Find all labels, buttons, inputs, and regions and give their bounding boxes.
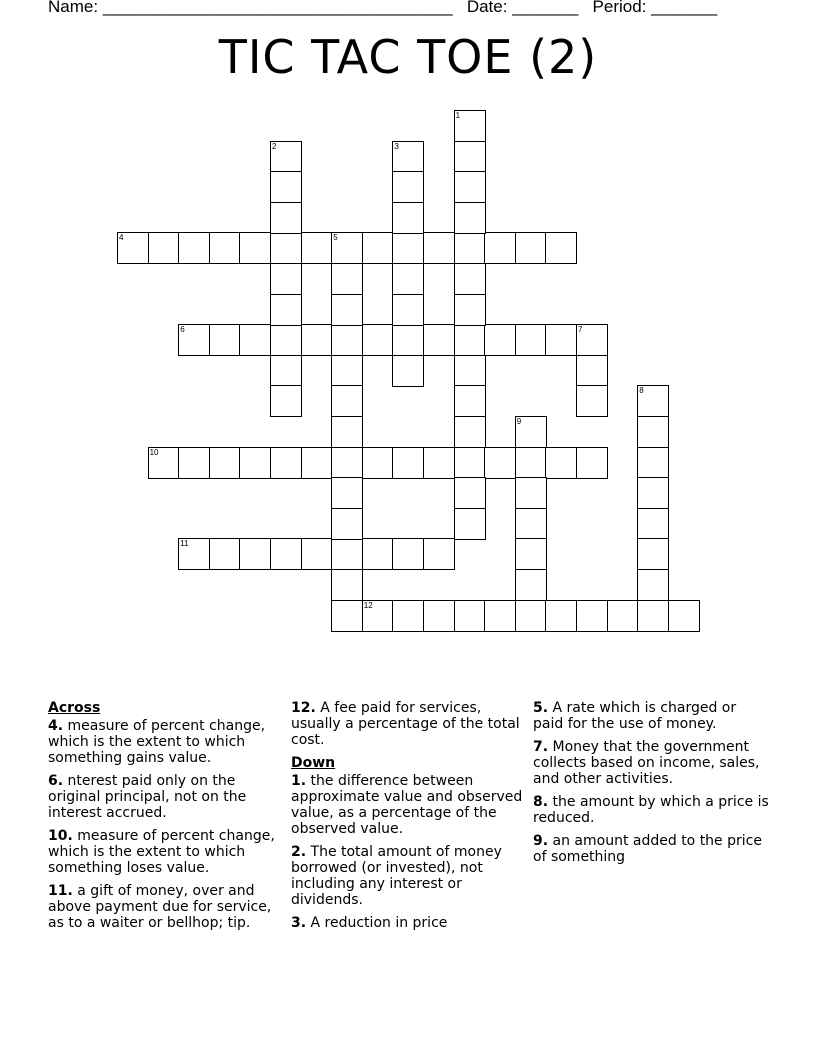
crossword-cell[interactable] [331, 569, 363, 601]
crossword-cell[interactable] [515, 538, 547, 570]
crossword-cell[interactable] [423, 232, 455, 264]
clue-text: nterest paid only on the original principal, not on the interest accrued. [48, 773, 247, 821]
clue-number: 11. [48, 883, 73, 899]
crossword-cell[interactable] [270, 171, 302, 203]
page-title: TIC TAC TOE (2) [218, 30, 598, 84]
crossword-cell[interactable] [454, 171, 486, 203]
clue-text: the difference between approximate value and observed value, as a percentage of the observed value. [291, 773, 523, 837]
clue-number: 2. [291, 844, 307, 860]
crossword-cell[interactable] [392, 141, 424, 173]
crossword-cell[interactable] [209, 538, 241, 570]
clue-across-11 [48, 883, 284, 931]
crossword-cell[interactable] [178, 447, 210, 479]
crossword-cell[interactable] [270, 202, 302, 234]
crossword-cell[interactable] [454, 141, 486, 173]
crossword-cell[interactable] [270, 324, 302, 356]
crossword-cell[interactable] [270, 294, 302, 326]
crossword-cell[interactable] [331, 294, 363, 326]
crossword-cell[interactable] [576, 600, 608, 632]
crossword-cell[interactable] [637, 416, 669, 448]
crossword-cell[interactable] [301, 538, 333, 570]
crossword-cell[interactable] [637, 600, 669, 632]
crossword-cell[interactable] [331, 477, 363, 509]
cell-number: 2 [272, 141, 277, 151]
cell-number: 9 [516, 417, 522, 426]
clue-text: measure of percent change, which is the extent to which something gains value. [48, 718, 266, 766]
across-heading: Across [48, 700, 101, 716]
crossword-cell[interactable] [148, 232, 180, 264]
crossword-cell[interactable] [392, 355, 424, 387]
crossword-cell[interactable] [515, 600, 547, 632]
crossword-cell[interactable] [515, 232, 547, 264]
period-label: Period: [592, 0, 647, 16]
clue-number: 3. [291, 915, 307, 931]
crossword-cell[interactable] [239, 232, 271, 264]
crossword-cell[interactable] [515, 447, 547, 479]
clue-number: 8. [533, 794, 549, 810]
crossword-cell[interactable] [178, 232, 210, 264]
crossword-cell[interactable] [484, 447, 516, 479]
crossword-cell[interactable] [454, 263, 486, 295]
clue-across-4 [48, 718, 284, 766]
crossword-cell[interactable] [576, 324, 608, 356]
clue-number: 10. [48, 828, 73, 844]
clue-text: a gift of money, over and above payment due for service, as to a waiter or bellhop; tip. [48, 883, 272, 931]
crossword-cell[interactable] [270, 447, 302, 479]
clue-down-7 [533, 739, 769, 787]
crossword-cell[interactable] [668, 600, 700, 632]
clue-number: 9. [533, 833, 549, 849]
crossword-cell[interactable] [301, 232, 333, 264]
crossword-cell[interactable] [392, 263, 424, 295]
crossword-cell[interactable] [484, 324, 516, 356]
crossword-cell[interactable] [178, 538, 210, 570]
cell-number: 11 [180, 539, 189, 549]
crossword-cell[interactable] [545, 324, 577, 356]
cell-number: 1 [455, 111, 461, 120]
clue-text: an amount added to the price of something [533, 833, 762, 865]
cell-number: 12 [363, 600, 373, 610]
date-label: Date: [466, 0, 508, 16]
crossword-cell[interactable] [331, 232, 363, 264]
crossword-cell[interactable] [454, 600, 486, 632]
crossword-cell[interactable] [484, 600, 516, 632]
crossword-cell[interactable] [362, 324, 394, 356]
crossword-cell[interactable] [331, 447, 363, 479]
clue-text: The total amount of money borrowed (or invested), not including any interest or dividends. [291, 844, 502, 908]
crossword-cell[interactable] [454, 232, 486, 264]
crossword-cell[interactable] [148, 447, 180, 479]
crossword-cell[interactable] [637, 508, 669, 540]
crossword-cell[interactable] [392, 294, 424, 326]
clue-number: 12. [291, 700, 316, 716]
cell-number: 8 [639, 386, 644, 396]
crossword-cell[interactable] [515, 569, 547, 601]
clues-column-3 [533, 700, 769, 872]
crossword-cell[interactable] [331, 538, 363, 570]
clue-down-1 [291, 773, 527, 837]
crossword-cell[interactable] [392, 171, 424, 203]
crossword-cell[interactable] [454, 477, 486, 509]
crossword-cell[interactable] [454, 110, 486, 142]
crossword-cell[interactable] [270, 232, 302, 264]
crossword-cell[interactable] [454, 447, 486, 479]
crossword-cell[interactable] [637, 447, 669, 479]
cell-number: 5 [333, 233, 338, 243]
clues-column-2 [291, 700, 527, 938]
crossword-cell[interactable] [423, 538, 455, 570]
clues-column-1 [48, 700, 284, 938]
crossword-cell[interactable] [331, 263, 363, 295]
down-heading: Down [291, 755, 336, 771]
clue-across-6 [48, 773, 284, 821]
crossword-cell[interactable] [454, 508, 486, 540]
crossword-cell[interactable] [362, 600, 394, 632]
crossword-cell[interactable] [607, 600, 639, 632]
crossword-cell[interactable] [301, 324, 333, 356]
crossword-cell[interactable] [515, 477, 547, 509]
cell-number: 6 [180, 325, 185, 335]
crossword-cell[interactable] [484, 232, 516, 264]
crossword-cell[interactable] [362, 232, 394, 264]
date-field[interactable]: _______ [512, 0, 579, 16]
crossword-cell[interactable] [545, 232, 577, 264]
crossword-cell[interactable] [515, 416, 547, 448]
crossword-cell[interactable] [545, 600, 577, 632]
crossword-cell[interactable] [239, 538, 271, 570]
crossword-cell[interactable] [392, 202, 424, 234]
crossword-cell[interactable] [270, 141, 302, 173]
clue-down-8 [533, 794, 769, 826]
clue-text: the amount by which a price is reduced. [533, 794, 769, 826]
crossword-cell[interactable] [545, 447, 577, 479]
crossword-cell[interactable] [270, 355, 302, 387]
cell-number: 4 [119, 233, 124, 243]
clue-down-3 [291, 915, 527, 931]
crossword-cell[interactable] [209, 324, 241, 356]
crossword-cell[interactable] [392, 447, 424, 479]
crossword-cell[interactable] [117, 232, 149, 264]
crossword-cell[interactable] [331, 416, 363, 448]
crossword-cell[interactable] [637, 385, 669, 417]
crossword-cell[interactable] [362, 447, 394, 479]
crossword-cell[interactable] [178, 324, 210, 356]
cell-number: 7 [578, 325, 583, 335]
crossword-cell[interactable] [423, 447, 455, 479]
crossword-cell[interactable] [239, 447, 271, 479]
crossword-cell[interactable] [301, 447, 333, 479]
crossword-cell[interactable] [454, 355, 486, 387]
crossword-cell[interactable] [637, 477, 669, 509]
crossword-cell[interactable] [239, 324, 271, 356]
crossword-cell[interactable] [270, 263, 302, 295]
name-label: Name: [48, 0, 99, 16]
clue-text: A reduction in price [310, 915, 448, 931]
crossword-cell[interactable] [362, 538, 394, 570]
crossword-cell[interactable] [209, 447, 241, 479]
crossword-cell[interactable] [454, 202, 486, 234]
period-field[interactable]: _______ [651, 0, 718, 16]
clue-down-5 [533, 700, 769, 732]
clue-number: 5. [533, 700, 549, 716]
crossword-cell[interactable] [331, 600, 363, 632]
crossword-cell[interactable] [392, 600, 424, 632]
clue-across-12 [291, 700, 527, 748]
crossword-cell[interactable] [515, 508, 547, 540]
crossword-cell[interactable] [331, 324, 363, 356]
crossword-cell[interactable] [454, 324, 486, 356]
clue-down-2 [291, 844, 527, 908]
clue-down-9 [533, 833, 769, 865]
crossword-cell[interactable] [423, 600, 455, 632]
crossword-cell[interactable] [392, 538, 424, 570]
cell-number: 3 [394, 141, 399, 151]
crossword-cell[interactable] [454, 416, 486, 448]
clue-number: 4. [48, 718, 64, 734]
clue-number: 6. [48, 773, 64, 789]
clue-number: 7. [533, 739, 549, 755]
crossword-cell[interactable] [331, 385, 363, 417]
clue-across-10 [48, 828, 284, 876]
crossword-cell[interactable] [576, 355, 608, 387]
crossword-cell[interactable] [576, 447, 608, 479]
crossword-cell[interactable] [270, 385, 302, 417]
clue-text: measure of percent change, which is the extent to which something loses value. [48, 828, 275, 876]
clue-number: 1. [291, 773, 307, 789]
crossword-cell[interactable] [392, 324, 424, 356]
crossword-cell[interactable] [515, 324, 547, 356]
crossword-cell[interactable] [637, 569, 669, 601]
crossword-cell[interactable] [454, 385, 486, 417]
header-line [48, 0, 717, 17]
crossword-cell[interactable] [576, 385, 608, 417]
clue-text: A rate which is charged or paid for the use of money. [533, 700, 737, 732]
name-field[interactable]: _____________________________________ [102, 0, 453, 16]
crossword-cell[interactable] [331, 355, 363, 387]
cell-number: 10 [149, 447, 159, 457]
crossword-cell[interactable] [423, 324, 455, 356]
crossword-cell[interactable] [454, 294, 486, 326]
crossword-cell[interactable] [270, 538, 302, 570]
clue-text: A fee paid for services, usually a percentage of the total cost. [291, 700, 520, 748]
crossword-cell[interactable] [331, 508, 363, 540]
crossword-cell[interactable] [392, 232, 424, 264]
crossword-cell[interactable] [637, 538, 669, 570]
crossword-cell[interactable] [209, 232, 241, 264]
clue-text: Money that the government collects based on income, sales, and other activities. [533, 739, 760, 787]
